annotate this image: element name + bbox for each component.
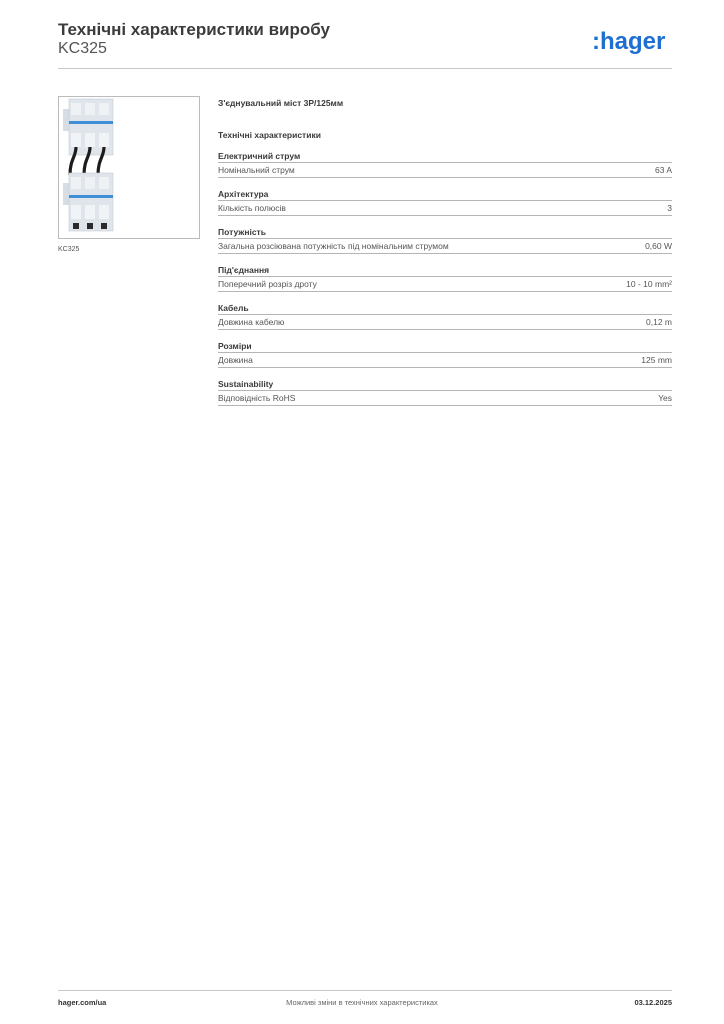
lower-breaker <box>63 173 113 231</box>
spec-group-architecture <box>218 188 672 216</box>
spec-row <box>218 239 672 254</box>
spec-label: Номінальний струм <box>218 165 295 175</box>
footer-notice: Можливі зміни в технічних характеристиках <box>286 998 438 1007</box>
hager-logo <box>590 26 680 56</box>
spec-group-electric-current <box>218 150 672 178</box>
hager-logo-text: :hager <box>592 28 666 55</box>
spec-label: Довжина кабелю <box>218 317 285 327</box>
spec-row <box>218 201 672 216</box>
group-title: Під'єднання <box>218 264 672 277</box>
connection-bridge-image <box>59 97 199 238</box>
page-title: Технічні характеристики виробу <box>58 20 330 39</box>
footer-divider <box>58 990 672 991</box>
spec-value: 63 A <box>654 165 672 175</box>
upper-breaker <box>63 99 113 155</box>
spec-group-power <box>218 226 672 254</box>
image-caption: KC325 <box>58 246 80 253</box>
spec-label: Поперечний розріз дроту <box>218 279 317 289</box>
spec-label: Довжина <box>218 355 253 365</box>
group-title: Електричний струм <box>218 150 672 163</box>
spec-row <box>218 277 672 292</box>
spec-value: 0,60 W <box>645 241 672 251</box>
group-title: Sustainability <box>218 378 672 391</box>
spec-row <box>218 353 672 368</box>
footer-website-link[interactable]: hager.com/ua <box>58 998 107 1007</box>
product-code: KC325 <box>58 40 107 57</box>
spec-row <box>218 163 672 178</box>
spec-group-connection <box>218 264 672 292</box>
product-name: З'єднувальний міст 3P/125мм <box>218 98 344 108</box>
spec-content <box>218 96 672 406</box>
spec-group-cable <box>218 302 672 330</box>
spec-row <box>218 391 672 406</box>
group-title: Архітектура <box>218 188 672 201</box>
spec-label: Кількість полюсів <box>218 203 286 213</box>
spec-value: Yes <box>658 393 672 403</box>
section-title: Технічні характеристики <box>218 130 321 140</box>
header-divider <box>58 68 672 69</box>
footer-date: 03.12.2025 <box>634 998 672 1007</box>
spec-label: Відповідність RoHS <box>218 393 296 403</box>
spec-group-dimensions <box>218 340 672 368</box>
spec-row <box>218 315 672 330</box>
spec-value: 0,12 m <box>646 317 672 327</box>
group-title: Потужність <box>218 226 672 239</box>
spec-group-sustainability <box>218 378 672 406</box>
spec-value: 10 - 10 mm² <box>626 279 672 289</box>
spec-value: 125 mm <box>641 355 672 365</box>
group-title: Розміри <box>218 340 672 353</box>
group-title: Кабель <box>218 302 672 315</box>
product-image <box>58 96 200 239</box>
spec-label: Загальна розсіювана потужність під номінальним струмом <box>218 241 449 251</box>
spec-value: 3 <box>667 203 672 213</box>
